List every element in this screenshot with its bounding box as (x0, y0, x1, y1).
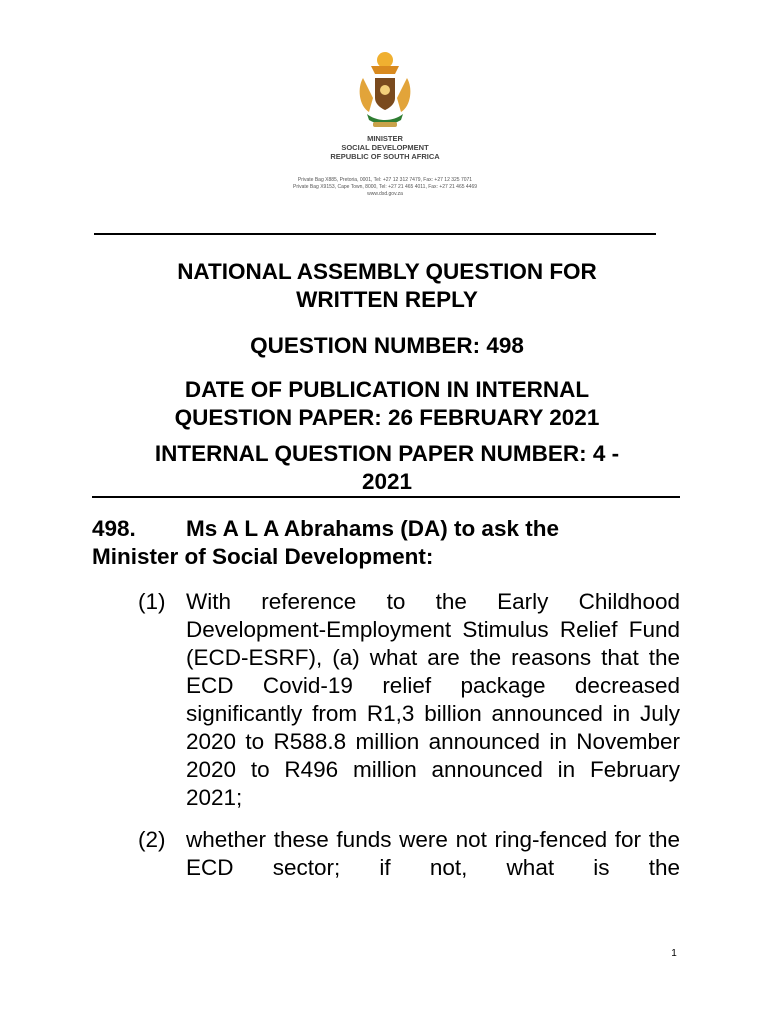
date-line: DATE OF PUBLICATION IN INTERNAL (184, 377, 590, 402)
title-line: NATIONAL ASSEMBLY QUESTION FOR (177, 259, 597, 284)
office-line: SOCIAL DEVELOPMENT (341, 143, 429, 152)
question-number-heading: QUESTION NUMBER: 498 (250, 333, 524, 358)
header-divider (94, 233, 656, 235)
paper-line: INTERNAL QUESTION PAPER NUMBER: 4 - (154, 441, 620, 466)
sub-question-2 (138, 826, 680, 882)
question-intro (92, 515, 680, 571)
question-number: 498. (92, 516, 136, 541)
date-line: QUESTION PAPER: 26 FEBRUARY 2021 (174, 405, 600, 430)
website-link[interactable]: www.dsd.gov.za (367, 191, 403, 197)
contact-line: Private Bag X9153, Cape Town, 8000, Tel: +27 21 465 4011, Fax: +27 21 465 4469 (292, 184, 478, 190)
letterhead (0, 48, 770, 198)
addressee: Minister of Social Development: (92, 544, 434, 569)
publication-date-heading (92, 376, 682, 432)
sub-question-text: whether these funds were not ring-fenced for the ECD sector; if not, what is the (186, 827, 680, 880)
contact-details (0, 177, 770, 198)
question-paper-number-heading (92, 440, 682, 496)
sub-question-label: (2) (138, 827, 166, 852)
asked-by: Ms A L A Abrahams (DA) to ask the (186, 516, 559, 541)
contact-line: Private Bag X885, Pretoria, 0001, Tel: +27 12 312 7479, Fax: +27 12 325 7071 (297, 177, 473, 183)
sub-question-1 (138, 588, 680, 812)
office-line: MINISTER (367, 134, 403, 143)
office-name (0, 134, 770, 161)
section-divider (92, 496, 680, 498)
sub-question-text: With reference to the Early Childhood Development-Employment Stimulus Relief Fund (ECD-ESRF), (a) what are the reasons that the ECD Covid-19 relief package decreased significantly from R1,3 billion announced in July 2020 to R588.8 million announced in November 2020 to R496 million announced in February 2021; (186, 589, 680, 810)
sub-question-label: (1) (138, 589, 166, 614)
paper-line: 2021 (361, 469, 413, 494)
document-title (92, 258, 682, 314)
title-line: WRITTEN REPLY (296, 287, 478, 312)
coat-of-arms-icon (349, 48, 421, 132)
office-line: REPUBLIC OF SOUTH AFRICA (330, 152, 440, 161)
page-number: 1 (671, 948, 677, 959)
